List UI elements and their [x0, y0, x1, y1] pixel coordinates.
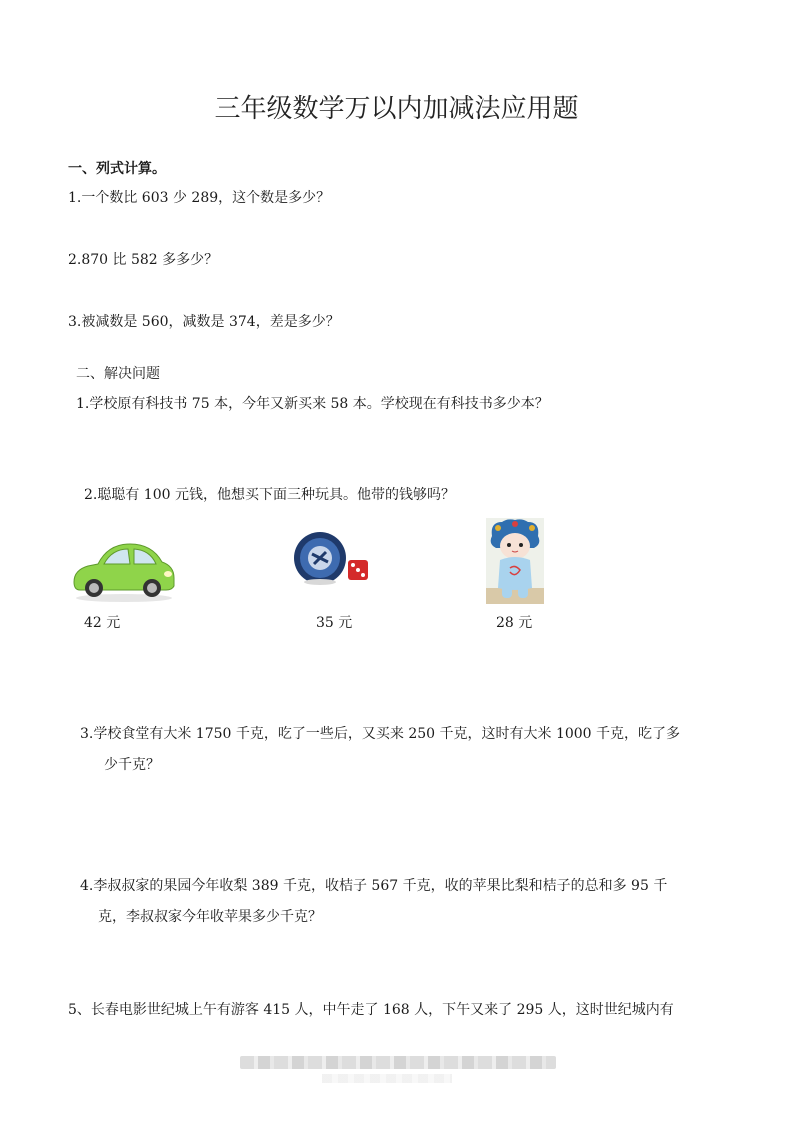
- mascot-price: 28 元: [496, 615, 533, 631]
- mascot-doll-icon: [486, 518, 544, 604]
- yoyo-icon: [290, 530, 380, 590]
- question-1-2: 2.870 比 582 多多少？: [68, 252, 219, 268]
- question-2-3-line-1: 3.学校食堂有大米 1750 千克，吃了一些后，又买来 250 千克，这时有大米 1000 千克，吃了多: [80, 726, 681, 742]
- question-2-2: 2.聪聪有 100 元钱，他想买下面三种玩具。他带的钱够吗？: [84, 487, 455, 503]
- mascot-image: [486, 518, 544, 604]
- blurred-footer-sub: [322, 1074, 452, 1083]
- question-2-4-line-1: 4.李叔叔家的果园今年收梨 389 千克，收桔子 567 千克，收的苹果比梨和桔子的总和多 95 千: [80, 878, 668, 894]
- section-2-heading: 二、解决问题: [76, 366, 160, 382]
- toy-car-image: [68, 536, 178, 604]
- yoyo-image: [290, 530, 380, 590]
- section-1-heading: 一、列式计算。: [68, 161, 166, 177]
- question-1-3: 3.被减数是 560，减数是 374，差是多少？: [68, 314, 340, 330]
- question-1-1: 1.一个数比 603 少 289，这个数是多少？: [68, 190, 331, 206]
- question-2-1: 1.学校原有科技书 75 本，今年又新买来 58 本。学校现在有科技书多少本？: [76, 396, 549, 412]
- question-2-4-line-2: 克，李叔叔家今年收苹果多少千克？: [98, 909, 322, 925]
- blurred-footer: [240, 1056, 556, 1069]
- toy-car-icon: [68, 536, 178, 604]
- yoyo-price: 35 元: [316, 615, 353, 631]
- page-title: 三年级数学万以内加减法应用题: [214, 94, 579, 124]
- toy-car-price: 42 元: [84, 615, 121, 631]
- question-2-5-line-1: 5、长春电影世纪城上午有游客 415 人，中午走了 168 人，下午又来了 295 人，这时世纪城内有: [68, 1002, 674, 1018]
- question-2-3-line-2: 少千克？: [104, 757, 160, 773]
